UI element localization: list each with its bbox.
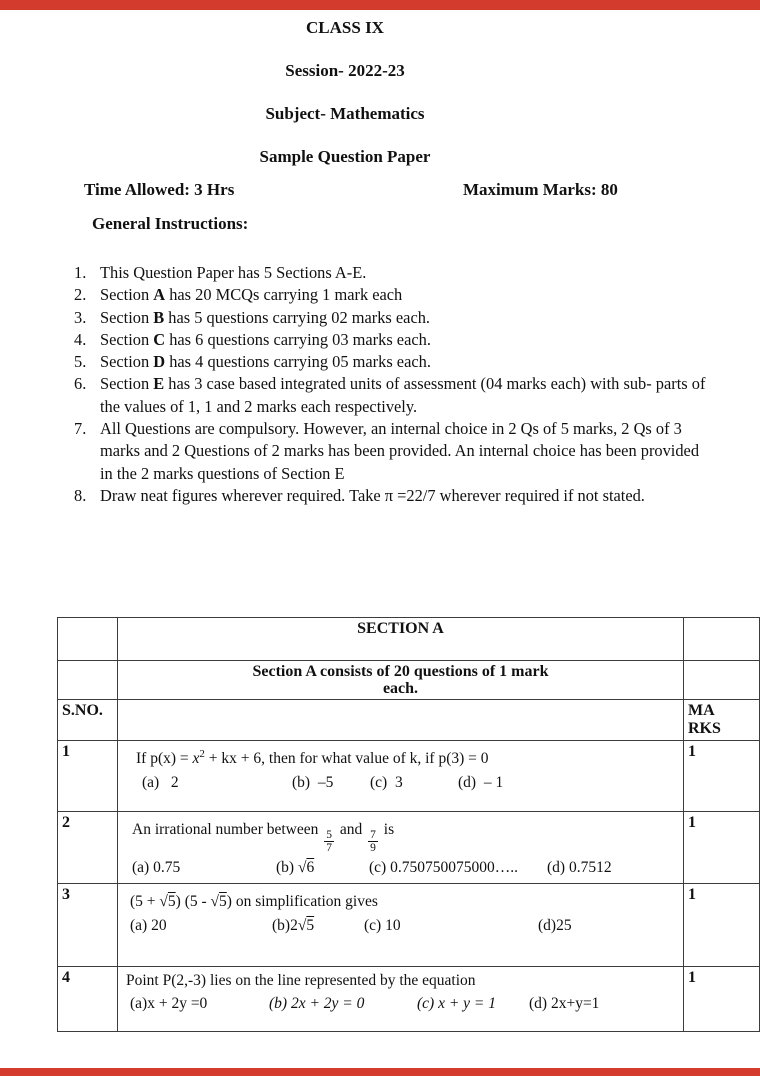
- question-text: If $p(x) = x^2$ + kx + 6, then for what value of k, if p(3) = 0: [136, 747, 489, 767]
- instruction-number: 3.: [74, 307, 87, 327]
- instruction-number: 5.: [74, 352, 87, 372]
- subject-title: Subject- Mathematics: [265, 104, 425, 123]
- question-row: [58, 741, 760, 812]
- question-number: 1: [58, 741, 118, 812]
- question-row: [58, 884, 760, 967]
- option-a: (a) 0.75: [132, 859, 181, 877]
- section-header-row: [58, 618, 760, 661]
- question-text: (5 + √5) (5 - √5) on simplification gives: [130, 893, 378, 910]
- session-title: Session- 2022-23: [285, 61, 405, 80]
- instruction-item: 1. This Question Paper has 5 Sections A-E.: [74, 262, 706, 284]
- question-cell: [118, 812, 684, 884]
- option-a: (a)x + 2y =0: [130, 995, 208, 1012]
- section-a-table: [57, 617, 760, 1032]
- options-row: [122, 993, 679, 1015]
- class-title: CLASS IX: [306, 18, 384, 37]
- instruction-number: 2.: [74, 285, 87, 305]
- option-d: (d) – 1: [458, 774, 504, 791]
- option-c: (c) x + y = 1: [417, 995, 497, 1012]
- section-title: SECTION A: [118, 618, 684, 661]
- instruction-item: 4. Section C has 6 questions carrying 03 marks each.: [74, 329, 706, 351]
- question-row: [58, 812, 760, 884]
- instruction-item: 2. Section A has 20 MCQs carrying 1 mark each: [74, 284, 706, 306]
- document-header: [0, 19, 690, 191]
- bottom-accent-bar: [0, 1068, 760, 1076]
- fraction: $\frac{7}{9}$: [370, 829, 376, 855]
- paper-title: Sample Question Paper: [259, 147, 431, 166]
- question-text: An irrational number between $\frac{5}{7}$ and $\frac{7}{9}$ is: [132, 821, 395, 855]
- option-c: (c) 0.750750075000…..: [369, 859, 518, 877]
- options-row: [122, 915, 679, 937]
- question-marks: 1: [684, 884, 760, 967]
- maximum-marks-label: Maximum Marks: 80: [463, 180, 618, 199]
- instruction-item: 3. Section B has 5 questions carrying 02 marks each.: [74, 307, 706, 329]
- question-number: 2: [58, 812, 118, 884]
- option-b: (b) √6: [276, 859, 315, 877]
- instruction-number: 8.: [74, 485, 87, 505]
- options-row: [122, 772, 679, 794]
- instruction-item: 8. Draw neat figures wherever required. Take π =22/7 wherever required if not stated.: [74, 485, 706, 507]
- question-cell: [118, 967, 684, 1032]
- instruction-item: 5. Section D has 4 questions carrying 05 marks each.: [74, 351, 706, 373]
- instruction-item: 6. Section E has 3 case based integrated units of assessment (04 marks each) with sub- parts of the values of 1, 1 and 2 marks each respectively.: [74, 373, 706, 418]
- sno-column-header: S.NO.: [58, 700, 118, 741]
- option-b: (b)2√5: [272, 917, 315, 934]
- general-instructions-heading: General Instructions:: [92, 214, 249, 233]
- instruction-number: 7.: [74, 419, 87, 439]
- question-cell: [118, 884, 684, 967]
- instruction-number: 1.: [74, 263, 87, 282]
- question-number: 3: [58, 884, 118, 967]
- instruction-number: 4.: [74, 329, 87, 349]
- option-d: (d) 0.7512: [547, 859, 612, 877]
- question-marks: 1: [684, 967, 760, 1032]
- options-row: [122, 857, 679, 879]
- instructions-list: [74, 262, 706, 507]
- option-c: (c) 3: [370, 774, 403, 791]
- instruction-number: 6.: [74, 374, 87, 394]
- option-b: (b) 2x + 2y = 0: [269, 995, 365, 1012]
- question-cell: [118, 741, 684, 812]
- question-text: Point P(2,-3) lies on the line represented by the equation: [126, 972, 476, 989]
- time-allowed-label: Time Allowed: 3 Hrs: [84, 180, 235, 199]
- option-c: (c) 10: [364, 917, 401, 934]
- column-header-row: [58, 700, 760, 741]
- question-marks: 1: [684, 741, 760, 812]
- question-row: [58, 967, 760, 1032]
- option-b: (b) –5: [292, 774, 334, 791]
- section-subtitle: Section A consists of 20 questions of 1 mark each.: [118, 661, 684, 700]
- option-a: (a) 2: [142, 774, 179, 791]
- fraction: $\frac{5}{7}$: [326, 829, 332, 855]
- option-a: (a) 20: [130, 917, 167, 934]
- question-marks: 1: [684, 812, 760, 884]
- instruction-item: 7. All Questions are compulsory. However, an internal choice in 2 Qs of 5 marks, 2 Qs of 3 marks and 2 Questions of 2 marks has been provided. An internal choice has been provided in the 2 marks questions of Section E: [74, 418, 706, 485]
- question-number: 4: [58, 967, 118, 1032]
- option-d: (d) 2x+y=1: [529, 995, 600, 1012]
- marks-column-header: MA RKS: [684, 700, 760, 741]
- section-subtitle-row: [58, 661, 760, 700]
- top-accent-bar: [0, 0, 760, 10]
- option-d: (d)25: [538, 917, 572, 934]
